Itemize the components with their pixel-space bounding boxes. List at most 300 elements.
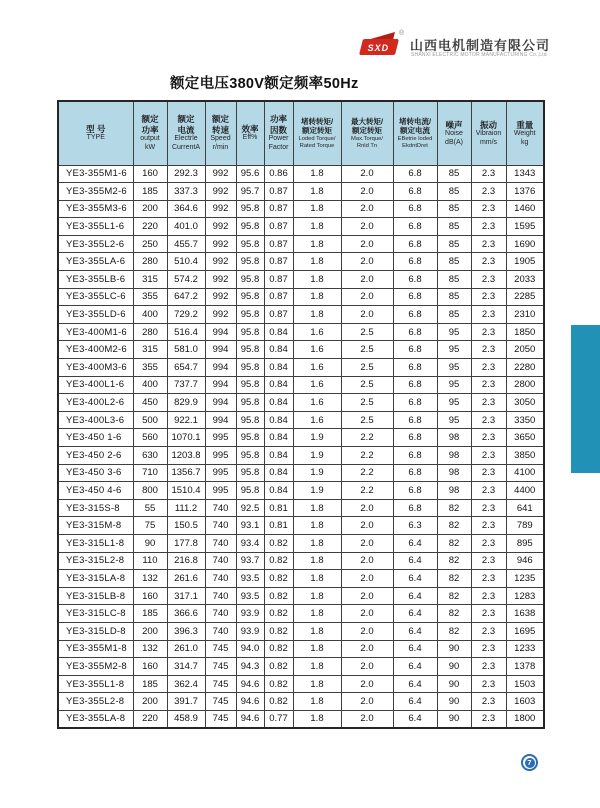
- cell: 85: [437, 218, 471, 236]
- cell: 994: [205, 359, 236, 377]
- cell: 2.0: [341, 165, 393, 183]
- cell: 994: [205, 376, 236, 394]
- cell: 2033: [506, 271, 544, 289]
- cell: 362.4: [167, 675, 205, 693]
- cell: 400: [133, 306, 167, 324]
- company-logo: [358, 28, 588, 64]
- cell-type: YE3-355L1-8: [58, 675, 133, 693]
- table-row: [58, 306, 544, 324]
- cell: 6.8: [393, 323, 437, 341]
- cell: 82: [437, 587, 471, 605]
- cell: 740: [205, 605, 236, 623]
- cell-type: YE3-355LB-6: [58, 271, 133, 289]
- cell: 2.5: [341, 323, 393, 341]
- cell: 992: [205, 288, 236, 306]
- cell-type: YE3-400M3-6: [58, 359, 133, 377]
- cell-type: YE3-400L2-6: [58, 394, 133, 412]
- cell: 6.8: [393, 288, 437, 306]
- cell-type: YE3-355L2-8: [58, 693, 133, 711]
- cell: 2.3: [471, 288, 506, 306]
- cell: 1.8: [293, 235, 341, 253]
- cell: 2.3: [471, 534, 506, 552]
- cell: 1.8: [293, 693, 341, 711]
- cell: 6.8: [393, 359, 437, 377]
- cell: 0.84: [264, 429, 293, 447]
- cell: 0.84: [264, 359, 293, 377]
- cell: 95: [437, 411, 471, 429]
- column-header-5: 功率 因数 Power Factor: [264, 101, 293, 165]
- cell: 6.8: [393, 200, 437, 218]
- cell: 458.9: [167, 710, 205, 728]
- cell: 2.2: [341, 447, 393, 465]
- cell: 0.87: [264, 200, 293, 218]
- cell: 0.84: [264, 376, 293, 394]
- cell: 1.6: [293, 323, 341, 341]
- cell: 220: [133, 218, 167, 236]
- cell: 1.8: [293, 165, 341, 183]
- cell: 0.84: [264, 411, 293, 429]
- cell-type: YE3-355M2-8: [58, 658, 133, 676]
- cell-type: YE3-450 4-6: [58, 482, 133, 500]
- cell: 992: [205, 253, 236, 271]
- cell: 6.3: [393, 517, 437, 535]
- cell: 95: [437, 323, 471, 341]
- cell: 745: [205, 640, 236, 658]
- cell: 2280: [506, 359, 544, 377]
- table-row: [58, 447, 544, 465]
- cell: 94.6: [236, 675, 264, 693]
- cell: 2.3: [471, 587, 506, 605]
- cell: 2.0: [341, 570, 393, 588]
- cell: 85: [437, 200, 471, 218]
- cell: 280: [133, 253, 167, 271]
- table-row: [58, 235, 544, 253]
- cell: 3350: [506, 411, 544, 429]
- cell: 85: [437, 235, 471, 253]
- cell: 581.0: [167, 341, 205, 359]
- cell: 1.6: [293, 341, 341, 359]
- cell: 1.8: [293, 517, 341, 535]
- column-header-2: 额定 电流 Electrle CurrentA: [167, 101, 205, 165]
- cell: 95.8: [236, 429, 264, 447]
- column-header-4: 效率 Eff%: [236, 101, 264, 165]
- cell: 0.82: [264, 675, 293, 693]
- cell: 1.8: [293, 658, 341, 676]
- cell-type: YE3-315L2-8: [58, 552, 133, 570]
- cell: 6.8: [393, 306, 437, 324]
- cell: 95.8: [236, 464, 264, 482]
- cell: 2.0: [341, 534, 393, 552]
- cell: 1.6: [293, 359, 341, 377]
- table-row: [58, 429, 544, 447]
- cell: 4100: [506, 464, 544, 482]
- cell: 98: [437, 447, 471, 465]
- cell: 0.82: [264, 640, 293, 658]
- cell: 250: [133, 235, 167, 253]
- cell: 6.8: [393, 429, 437, 447]
- cell: 2.3: [471, 218, 506, 236]
- cell: 740: [205, 622, 236, 640]
- cell: 95.8: [236, 235, 264, 253]
- cell: 2.3: [471, 341, 506, 359]
- table-row: [58, 534, 544, 552]
- cell: 185: [133, 183, 167, 201]
- cell-type: YE3-355M1-8: [58, 640, 133, 658]
- cell: 2.3: [471, 640, 506, 658]
- cell: 95.8: [236, 253, 264, 271]
- cell: 1905: [506, 253, 544, 271]
- cell: 729.2: [167, 306, 205, 324]
- cell: 400: [133, 376, 167, 394]
- cell: 2.0: [341, 218, 393, 236]
- cell: 994: [205, 341, 236, 359]
- table-row: [58, 165, 544, 183]
- cell: 740: [205, 534, 236, 552]
- cell: 1.9: [293, 429, 341, 447]
- cell: 2.0: [341, 675, 393, 693]
- cell: 992: [205, 165, 236, 183]
- cell: 0.84: [264, 323, 293, 341]
- cell: 995: [205, 429, 236, 447]
- cell: 2050: [506, 341, 544, 359]
- cell: 1.8: [293, 675, 341, 693]
- table-row: [58, 253, 544, 271]
- cell: 93.7: [236, 552, 264, 570]
- cell: 261.6: [167, 570, 205, 588]
- cell: 0.81: [264, 499, 293, 517]
- cell: 6.4: [393, 552, 437, 570]
- cell: 829.9: [167, 394, 205, 412]
- cell: 1.9: [293, 482, 341, 500]
- table-row: [58, 517, 544, 535]
- cell: 75: [133, 517, 167, 535]
- table-row: [58, 570, 544, 588]
- cell: 95.8: [236, 341, 264, 359]
- column-header-1: 额定 功率 output kW: [133, 101, 167, 165]
- table-row: [58, 464, 544, 482]
- cell: 364.6: [167, 200, 205, 218]
- cell: 0.87: [264, 253, 293, 271]
- cell: 2.3: [471, 464, 506, 482]
- cell: 992: [205, 218, 236, 236]
- cell-type: YE3-400M2-6: [58, 341, 133, 359]
- cell: 2.0: [341, 658, 393, 676]
- cell: 95: [437, 359, 471, 377]
- cell: 82: [437, 499, 471, 517]
- cell: 2.0: [341, 605, 393, 623]
- cell: 111.2: [167, 499, 205, 517]
- cell: 0.82: [264, 622, 293, 640]
- cell: 500: [133, 411, 167, 429]
- cell: 992: [205, 200, 236, 218]
- cell: 574.2: [167, 271, 205, 289]
- cell: 3650: [506, 429, 544, 447]
- cell: 2.0: [341, 183, 393, 201]
- table-row: [58, 675, 544, 693]
- cell-type: YE3-315LA-8: [58, 570, 133, 588]
- page-number-badge: [521, 754, 538, 771]
- cell: 2.3: [471, 183, 506, 201]
- cell: 280: [133, 323, 167, 341]
- cell: 1603: [506, 693, 544, 711]
- cell: 95.8: [236, 394, 264, 412]
- table-row: [58, 658, 544, 676]
- cell: 2.0: [341, 693, 393, 711]
- cell: 630: [133, 447, 167, 465]
- cell: 0.87: [264, 218, 293, 236]
- cell: 2.3: [471, 235, 506, 253]
- cell: 2.5: [341, 394, 393, 412]
- cell: 6.4: [393, 658, 437, 676]
- cell: 93.9: [236, 622, 264, 640]
- cell: 98: [437, 482, 471, 500]
- cell: 3050: [506, 394, 544, 412]
- cell: 1343: [506, 165, 544, 183]
- cell: 160: [133, 658, 167, 676]
- cell: 647.2: [167, 288, 205, 306]
- cell: 185: [133, 675, 167, 693]
- cell: 1070.1: [167, 429, 205, 447]
- cell: 1.8: [293, 288, 341, 306]
- cell: 6.8: [393, 165, 437, 183]
- table-row: [58, 640, 544, 658]
- cell: 737.7: [167, 376, 205, 394]
- cell-type: YE3-355LC-6: [58, 288, 133, 306]
- cell: 6.8: [393, 271, 437, 289]
- cell: 1.8: [293, 587, 341, 605]
- table-row: [58, 411, 544, 429]
- cell: 6.4: [393, 710, 437, 728]
- cell: 0.84: [264, 341, 293, 359]
- cell: 1.8: [293, 218, 341, 236]
- cell: 2310: [506, 306, 544, 324]
- cell: 132: [133, 640, 167, 658]
- table-row: [58, 710, 544, 728]
- cell: 0.82: [264, 552, 293, 570]
- cell: 6.8: [393, 218, 437, 236]
- column-header-11: 重量 Weight kg: [506, 101, 544, 165]
- cell: 4400: [506, 482, 544, 500]
- cell: 2.5: [341, 411, 393, 429]
- cell: 391.7: [167, 693, 205, 711]
- cell: 2.3: [471, 376, 506, 394]
- cell: 93.9: [236, 605, 264, 623]
- cell: 1.8: [293, 200, 341, 218]
- cell: 0.87: [264, 306, 293, 324]
- table-row: [58, 323, 544, 341]
- cell: 1283: [506, 587, 544, 605]
- cell: 2.0: [341, 288, 393, 306]
- cell: 1.8: [293, 271, 341, 289]
- cell: 6.8: [393, 341, 437, 359]
- cell: 337.3: [167, 183, 205, 201]
- cell: 2.0: [341, 200, 393, 218]
- cell: 6.8: [393, 253, 437, 271]
- column-header-3: 额定 转速 Speed r/min: [205, 101, 236, 165]
- cell: 6.4: [393, 640, 437, 658]
- cell-type: YE3-400L3-6: [58, 411, 133, 429]
- cell: 82: [437, 552, 471, 570]
- cell-type: YE3-315LD-8: [58, 622, 133, 640]
- cell: 745: [205, 710, 236, 728]
- cell: 92.5: [236, 499, 264, 517]
- header-row: [58, 101, 544, 165]
- cell: 90: [437, 658, 471, 676]
- cell: 2.3: [471, 411, 506, 429]
- cell-type: YE3-400L1-6: [58, 376, 133, 394]
- cell: 994: [205, 411, 236, 429]
- cell: 366.6: [167, 605, 205, 623]
- cell: 1.8: [293, 552, 341, 570]
- cell: 6.8: [393, 482, 437, 500]
- cell: 895: [506, 534, 544, 552]
- cell: 2.3: [471, 658, 506, 676]
- cell: 1376: [506, 183, 544, 201]
- cell: 560: [133, 429, 167, 447]
- cell: 6.4: [393, 587, 437, 605]
- cell: 401.0: [167, 218, 205, 236]
- cell: 317.1: [167, 587, 205, 605]
- cell: 1.9: [293, 447, 341, 465]
- page-number: 7: [525, 758, 535, 768]
- cell: 2.0: [341, 253, 393, 271]
- cell: 946: [506, 552, 544, 570]
- table-row: [58, 499, 544, 517]
- cell: 93.5: [236, 570, 264, 588]
- cell: 2.3: [471, 271, 506, 289]
- cell: 740: [205, 570, 236, 588]
- cell: 160: [133, 587, 167, 605]
- cell: 2.3: [471, 306, 506, 324]
- logo-text: SXD: [367, 43, 390, 53]
- cell: 95: [437, 341, 471, 359]
- cell: 994: [205, 323, 236, 341]
- cell: 1235: [506, 570, 544, 588]
- cell: 6.8: [393, 464, 437, 482]
- cell: 0.82: [264, 658, 293, 676]
- cell-type: YE3-450 2-6: [58, 447, 133, 465]
- cell: 2.0: [341, 235, 393, 253]
- cell: 992: [205, 306, 236, 324]
- cell-type: YE3-355M3-6: [58, 200, 133, 218]
- cell: 2.3: [471, 693, 506, 711]
- cell: 2.3: [471, 675, 506, 693]
- cell: 2.2: [341, 482, 393, 500]
- cell: 90: [437, 675, 471, 693]
- table-row: [58, 482, 544, 500]
- cell: 0.82: [264, 605, 293, 623]
- cell: 95: [437, 376, 471, 394]
- cell: 2.3: [471, 394, 506, 412]
- column-header-7: 最大转矩/ 额定转矩 Max.Torque/ Rnld Tn: [341, 101, 393, 165]
- cell: 85: [437, 306, 471, 324]
- cell: 95.8: [236, 411, 264, 429]
- cell: 1510.4: [167, 482, 205, 500]
- cell: 95.8: [236, 288, 264, 306]
- cell: 95.8: [236, 447, 264, 465]
- cell-type: YE3-355LA-8: [58, 710, 133, 728]
- cell: 292.3: [167, 165, 205, 183]
- cell: 740: [205, 499, 236, 517]
- cell: 2800: [506, 376, 544, 394]
- cell: 2.0: [341, 640, 393, 658]
- cell: 1.8: [293, 710, 341, 728]
- cell-type: YE3-355M2-6: [58, 183, 133, 201]
- cell: 0.84: [264, 447, 293, 465]
- table-row: [58, 288, 544, 306]
- cell: 745: [205, 658, 236, 676]
- cell: 90: [437, 710, 471, 728]
- cell: 455.7: [167, 235, 205, 253]
- cell: 2.3: [471, 323, 506, 341]
- cell: 0.84: [264, 464, 293, 482]
- cell: 992: [205, 183, 236, 201]
- cell: 1.8: [293, 183, 341, 201]
- registered-trademark-icon: ®: [399, 30, 405, 37]
- cell: 2.3: [471, 253, 506, 271]
- cell: 95.8: [236, 200, 264, 218]
- cell: 745: [205, 675, 236, 693]
- cell: 355: [133, 288, 167, 306]
- cell: 1.8: [293, 253, 341, 271]
- cell: 2.5: [341, 341, 393, 359]
- table-row: [58, 218, 544, 236]
- cell: 0.82: [264, 587, 293, 605]
- cell: 95.8: [236, 306, 264, 324]
- cell: 0.77: [264, 710, 293, 728]
- cell: 922.1: [167, 411, 205, 429]
- cell: 654.7: [167, 359, 205, 377]
- cell-type: YE3-315LC-8: [58, 605, 133, 623]
- cell: 2.5: [341, 376, 393, 394]
- cell: 1.9: [293, 464, 341, 482]
- cell: 355: [133, 359, 167, 377]
- cell: 0.84: [264, 394, 293, 412]
- cell: 3850: [506, 447, 544, 465]
- brand-logo-icon: [359, 39, 399, 55]
- cell: 6.8: [393, 394, 437, 412]
- column-header-10: 振动 Vibraion mm/s: [471, 101, 506, 165]
- cell: 1.8: [293, 499, 341, 517]
- cell: 2.0: [341, 271, 393, 289]
- table-row: [58, 605, 544, 623]
- cell: 6.8: [393, 447, 437, 465]
- cell: 82: [437, 570, 471, 588]
- cell: 995: [205, 482, 236, 500]
- cell: 1695: [506, 622, 544, 640]
- cell-type: YE3-450 3-6: [58, 464, 133, 482]
- section-side-tab: [571, 325, 600, 473]
- cell: 0.84: [264, 482, 293, 500]
- table-row: [58, 622, 544, 640]
- cell: 2.2: [341, 464, 393, 482]
- cell: 2.2: [341, 429, 393, 447]
- cell: 6.4: [393, 693, 437, 711]
- column-header-0: 型 号 TYPE: [58, 101, 133, 165]
- cell: 82: [437, 622, 471, 640]
- cell: 1.8: [293, 306, 341, 324]
- cell: 315: [133, 341, 167, 359]
- cell: 2.0: [341, 517, 393, 535]
- cell: 314.7: [167, 658, 205, 676]
- cell: 93.5: [236, 587, 264, 605]
- cell: 1.8: [293, 570, 341, 588]
- cell: 94.6: [236, 710, 264, 728]
- cell: 85: [437, 183, 471, 201]
- cell: 1.6: [293, 411, 341, 429]
- cell: 994: [205, 394, 236, 412]
- cell: 6.4: [393, 675, 437, 693]
